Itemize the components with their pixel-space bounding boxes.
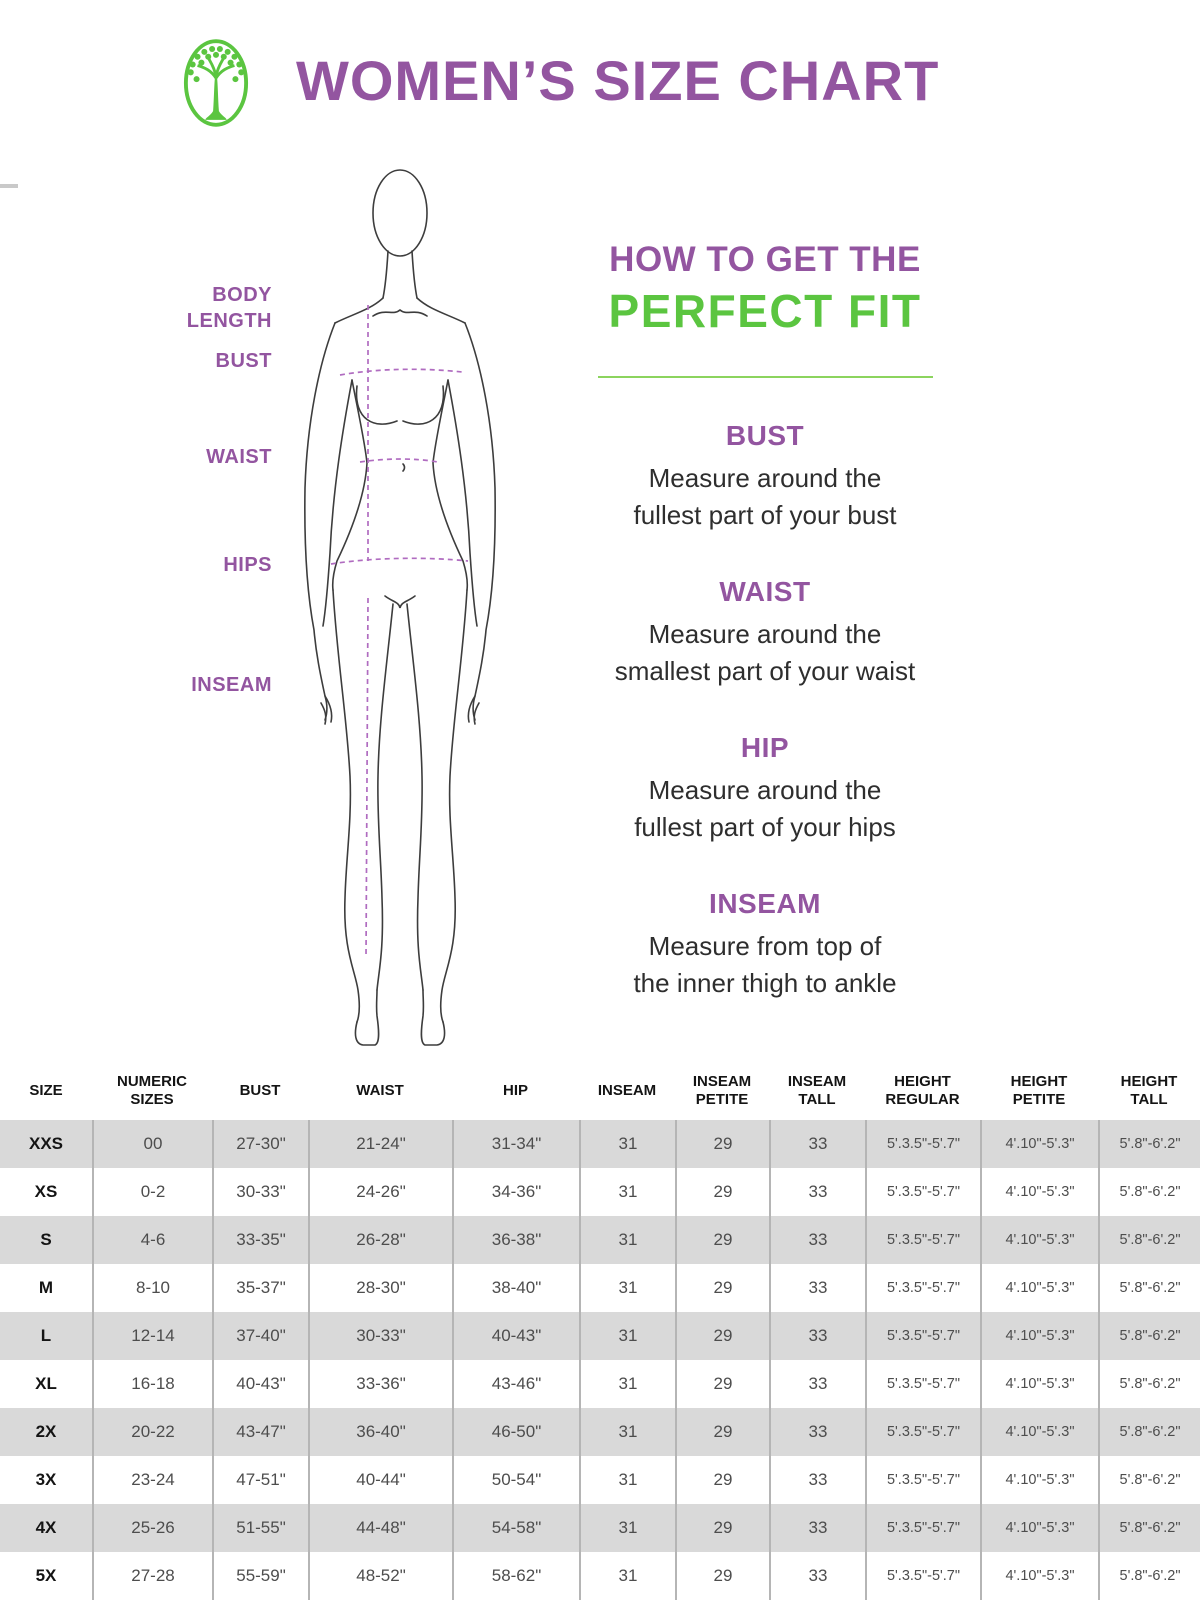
value-cell: 4'.10"-5'.3" <box>980 1264 1098 1312</box>
left-edge-mark <box>0 184 18 188</box>
howto-hip-section <box>565 732 965 846</box>
figure-label-hips: HIPS <box>223 554 272 576</box>
howto-bust-section <box>565 420 965 534</box>
value-cell: 50-54" <box>452 1456 579 1504</box>
size-cell: 2X <box>35 1422 57 1441</box>
value-cell: 34-36" <box>452 1168 579 1216</box>
value-cell: 29 <box>675 1408 769 1456</box>
how-to-section <box>565 240 965 1002</box>
value-cell: 29 <box>675 1312 769 1360</box>
table-row <box>0 1168 1200 1216</box>
table-row <box>0 1360 1200 1408</box>
value-cell: 4'.10"-5'.3" <box>980 1168 1098 1216</box>
value-cell: 33 <box>769 1360 865 1408</box>
value-cell: 5'.3.5"-5'.7" <box>865 1552 980 1600</box>
value-cell: 5'.3.5"-5'.7" <box>865 1456 980 1504</box>
size-cell: XS <box>34 1182 58 1201</box>
value-cell: 33 <box>769 1312 865 1360</box>
value-cell: 25-26 <box>92 1504 212 1552</box>
figure-label-body-length: BODY LENGTH <box>186 284 272 332</box>
size-cell: S <box>40 1230 52 1249</box>
howto-inseam-section <box>565 888 965 1002</box>
value-cell: 33-36" <box>308 1360 452 1408</box>
howto-text-line: Measure from top of <box>648 931 882 961</box>
value-cell: 4'.10"-5'.3" <box>980 1360 1098 1408</box>
body-measurement-figure <box>275 158 535 1050</box>
value-cell: 36-38" <box>452 1216 579 1264</box>
value-cell: 5'.3.5"-5'.7" <box>865 1504 980 1552</box>
value-cell: 5'.8"-6'.2" <box>1098 1168 1200 1216</box>
size-cell: 5X <box>35 1566 57 1585</box>
column-header: HEIGHT REGULAR <box>885 1073 960 1108</box>
value-cell: 29 <box>675 1120 769 1168</box>
value-cell: 31 <box>579 1456 675 1504</box>
howto-hip-heading: HIP <box>740 732 790 763</box>
howto-title-line1: HOW TO GET THE <box>609 240 921 279</box>
value-cell: 5'.3.5"-5'.7" <box>865 1216 980 1264</box>
howto-text-line: Measure around the <box>648 463 882 493</box>
divider-line <box>598 376 933 378</box>
value-cell: 4'.10"-5'.3" <box>980 1120 1098 1168</box>
value-cell: 4'.10"-5'.3" <box>980 1312 1098 1360</box>
value-cell: 29 <box>675 1552 769 1600</box>
size-cell: XXS <box>28 1134 64 1153</box>
column-header: WAIST <box>356 1082 404 1099</box>
page-title: WOMEN’S SIZE CHART <box>296 49 940 112</box>
value-cell: 33 <box>769 1456 865 1504</box>
value-cell: 27-30" <box>212 1120 308 1168</box>
value-cell: 33 <box>769 1120 865 1168</box>
value-cell: 8-10 <box>92 1264 212 1312</box>
value-cell: 23-24 <box>92 1456 212 1504</box>
value-cell: 54-58" <box>452 1504 579 1552</box>
value-cell: 31 <box>579 1120 675 1168</box>
table-row <box>0 1120 1200 1168</box>
value-cell: 4'.10"-5'.3" <box>980 1408 1098 1456</box>
figure-label-bust: BUST <box>215 350 272 372</box>
column-header: INSEAM TALL <box>787 1073 847 1108</box>
value-cell: 29 <box>675 1504 769 1552</box>
howto-title-line2: PERFECT FIT <box>608 285 922 337</box>
value-cell: 29 <box>675 1216 769 1264</box>
howto-text-line: Measure around the <box>648 775 882 805</box>
value-cell: 51-55" <box>212 1504 308 1552</box>
size-cell: 3X <box>35 1470 57 1489</box>
value-cell: 33 <box>769 1264 865 1312</box>
value-cell: 5'.8"-6'.2" <box>1098 1360 1200 1408</box>
value-cell: 29 <box>675 1168 769 1216</box>
value-cell: 4'.10"-5'.3" <box>980 1216 1098 1264</box>
howto-waist-heading: WAIST <box>719 576 811 607</box>
value-cell: 33 <box>769 1504 865 1552</box>
value-cell: 5'.3.5"-5'.7" <box>865 1120 980 1168</box>
value-cell: 5'.3.5"-5'.7" <box>865 1360 980 1408</box>
value-cell: 21-24" <box>308 1120 452 1168</box>
value-cell: 29 <box>675 1456 769 1504</box>
value-cell: 48-52" <box>308 1552 452 1600</box>
value-cell: 5'.3.5"-5'.7" <box>865 1408 980 1456</box>
howto-text-line: Measure around the <box>648 619 882 649</box>
value-cell: 33-35" <box>212 1216 308 1264</box>
value-cell: 5'.8"-6'.2" <box>1098 1120 1200 1168</box>
value-cell: 40-43" <box>452 1312 579 1360</box>
value-cell: 5'.8"-6'.2" <box>1098 1216 1200 1264</box>
table-row <box>0 1312 1200 1360</box>
value-cell: 31 <box>579 1312 675 1360</box>
table-row <box>0 1408 1200 1456</box>
value-cell: 5'.8"-6'.2" <box>1098 1264 1200 1312</box>
howto-waist-text <box>565 616 965 690</box>
value-cell: 5'.8"-6'.2" <box>1098 1312 1200 1360</box>
howto-bust-heading: BUST <box>725 420 805 451</box>
value-cell: 5'.3.5"-5'.7" <box>865 1168 980 1216</box>
value-cell: 29 <box>675 1264 769 1312</box>
value-cell: 24-26" <box>308 1168 452 1216</box>
value-cell: 31-34" <box>452 1120 579 1168</box>
value-cell: 5'.8"-6'.2" <box>1098 1504 1200 1552</box>
value-cell: 47-51" <box>212 1456 308 1504</box>
size-cell: M <box>38 1278 54 1297</box>
value-cell: 31 <box>579 1168 675 1216</box>
table-row <box>0 1456 1200 1504</box>
column-header: HEIGHT TALL <box>1120 1073 1178 1108</box>
value-cell: 5'.8"-6'.2" <box>1098 1552 1200 1600</box>
value-cell: 16-18 <box>92 1360 212 1408</box>
column-header: SIZE <box>29 1082 63 1099</box>
table-row <box>0 1264 1200 1312</box>
howto-inseam-text <box>565 928 965 1002</box>
value-cell: 40-43" <box>212 1360 308 1408</box>
value-cell: 12-14 <box>92 1312 212 1360</box>
column-header: BUST <box>239 1082 281 1099</box>
size-table-body <box>0 1120 1200 1600</box>
value-cell: 31 <box>579 1360 675 1408</box>
value-cell: 31 <box>579 1408 675 1456</box>
howto-text-line: fullest part of your hips <box>634 812 896 842</box>
figure-label-inseam: INSEAM <box>191 674 272 696</box>
size-cell: L <box>40 1326 52 1345</box>
value-cell: 33 <box>769 1168 865 1216</box>
value-cell: 4'.10"-5'.3" <box>980 1456 1098 1504</box>
table-row <box>0 1504 1200 1552</box>
howto-text-line: smallest part of your waist <box>614 656 916 686</box>
column-header: NUMERIC SIZES <box>117 1073 187 1108</box>
value-cell: 27-28 <box>92 1552 212 1600</box>
value-cell: 40-44" <box>308 1456 452 1504</box>
howto-text-line: the inner thigh to ankle <box>633 968 897 998</box>
value-cell: 31 <box>579 1264 675 1312</box>
value-cell: 58-62" <box>452 1552 579 1600</box>
value-cell: 30-33" <box>308 1312 452 1360</box>
value-cell: 5'.3.5"-5'.7" <box>865 1264 980 1312</box>
size-cell: 4X <box>35 1518 57 1537</box>
value-cell: 5'.8"-6'.2" <box>1098 1408 1200 1456</box>
value-cell: 30-33" <box>212 1168 308 1216</box>
figure-label-waist: WAIST <box>206 446 272 468</box>
value-cell: 26-28" <box>308 1216 452 1264</box>
value-cell: 38-40" <box>452 1264 579 1312</box>
value-cell: 43-47" <box>212 1408 308 1456</box>
value-cell: 28-30" <box>308 1264 452 1312</box>
column-header: INSEAM <box>597 1082 657 1099</box>
value-cell: 44-48" <box>308 1504 452 1552</box>
value-cell: 55-59" <box>212 1552 308 1600</box>
howto-bust-text <box>565 460 965 534</box>
howto-waist-section <box>565 576 965 690</box>
value-cell: 46-50" <box>452 1408 579 1456</box>
size-cell: XL <box>35 1374 57 1393</box>
value-cell: 4'.10"-5'.3" <box>980 1552 1098 1600</box>
value-cell: 5'.8"-6'.2" <box>1098 1456 1200 1504</box>
value-cell: 5'.3.5"-5'.7" <box>865 1312 980 1360</box>
column-header: HEIGHT PETITE <box>1010 1073 1068 1108</box>
howto-inseam-heading: INSEAM <box>709 888 821 919</box>
value-cell: 35-37" <box>212 1264 308 1312</box>
table-row <box>0 1552 1200 1600</box>
value-cell: 4-6 <box>92 1216 212 1264</box>
value-cell: 36-40" <box>308 1408 452 1456</box>
table-header-row <box>0 1062 1200 1120</box>
value-cell: 31 <box>579 1216 675 1264</box>
value-cell: 29 <box>675 1360 769 1408</box>
value-cell: 31 <box>579 1504 675 1552</box>
value-cell: 20-22 <box>92 1408 212 1456</box>
value-cell: 33 <box>769 1216 865 1264</box>
table-row <box>0 1216 1200 1264</box>
value-cell: 43-46" <box>452 1360 579 1408</box>
column-header: HIP <box>502 1082 528 1099</box>
value-cell: 33 <box>769 1552 865 1600</box>
value-cell: 33 <box>769 1408 865 1456</box>
value-cell: 37-40" <box>212 1312 308 1360</box>
value-cell: 4'.10"-5'.3" <box>980 1504 1098 1552</box>
column-header: INSEAM PETITE <box>692 1073 752 1108</box>
tree-logo-icon <box>182 36 250 130</box>
value-cell: 0-2 <box>92 1168 212 1216</box>
value-cell: 00 <box>92 1120 212 1168</box>
value-cell: 31 <box>579 1552 675 1600</box>
howto-hip-text <box>565 772 965 846</box>
howto-text-line: fullest part of your bust <box>633 500 897 530</box>
size-table <box>0 1062 1200 1600</box>
